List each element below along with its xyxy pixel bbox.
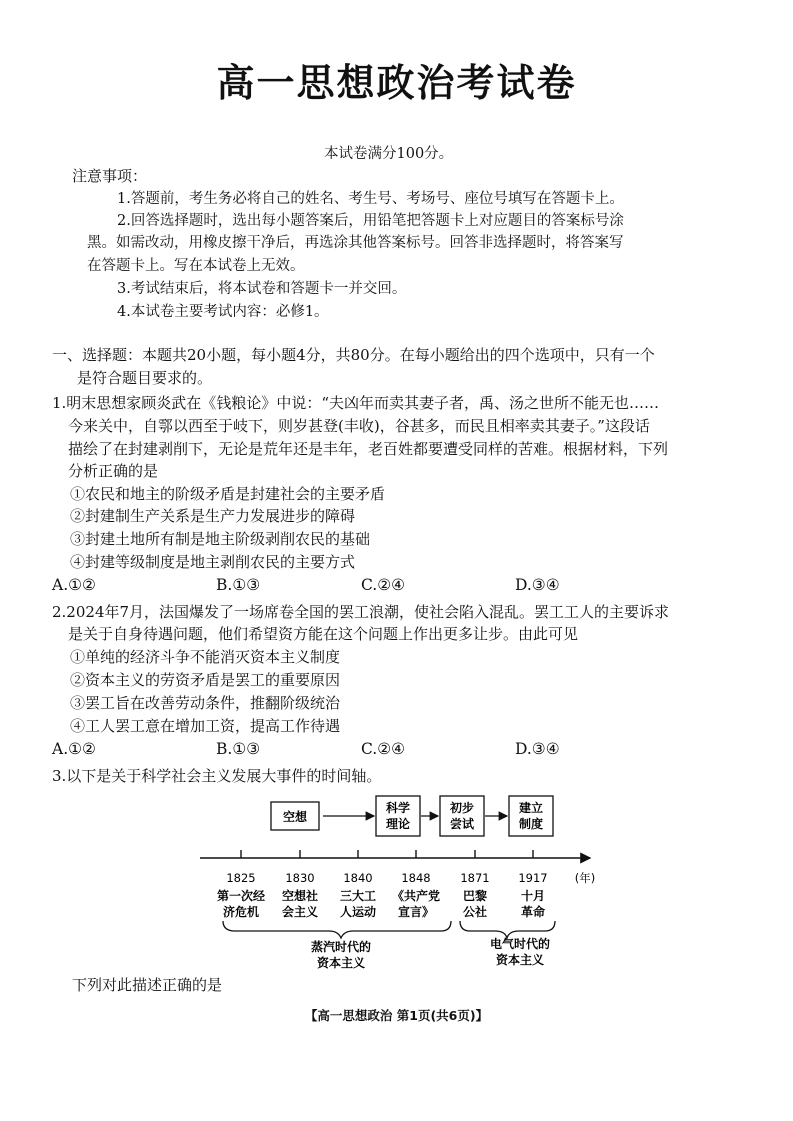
page-title: 高一思想政治考试卷 [216, 61, 577, 105]
event-label: 空想社 [281, 889, 319, 903]
year-label: 1871 [460, 871, 490, 885]
q3-stem: 3.以下是关于科学社会主义发展大事件的时间轴。 [52, 767, 382, 785]
q2-stem: 是关于自身待遇问题，他们希望资方能在这个问题上作出更多让步。由此可见 [68, 625, 579, 643]
era-label-electric: 电气时代的 [489, 937, 551, 951]
event-label: 会主义 [281, 905, 319, 919]
q1-stem: 今来关中，自鄠以西至于岐下，则岁甚登(丰收)，谷甚多，而民且相率卖其妻子。”这段话 [68, 417, 650, 435]
box-establish-system-label: 制度 [518, 817, 544, 831]
full-score-note: 本试卷满分100分。 [324, 146, 454, 162]
era-label-steam: 蒸汽时代的 [310, 940, 372, 954]
q2-statement: ②资本主义的劳资矛盾是罢工的重要原因 [70, 671, 341, 689]
section-heading-cont: 是符合题目要求的。 [77, 369, 213, 387]
box-scientific-theory-label: 科学 [385, 801, 411, 815]
q1-statement: ①农民和地主的阶级矛盾是封建社会的主要矛盾 [70, 485, 386, 503]
q1-option-b: B.①③ [216, 576, 261, 594]
notice-item: 1.答题前，考生务必将自己的姓名、考生号、考场号、座位号填写在答题卡上。 [117, 191, 624, 207]
era-brace-electric [460, 921, 555, 938]
q1-option-c: C.②④ [361, 576, 406, 594]
year-label: 1848 [401, 871, 431, 885]
q1-statement: ④封建等级制度是地主剥削农民的主要方式 [70, 553, 356, 571]
event-label: 公社 [462, 905, 488, 919]
notice-item: 黑。如需改动，用橡皮擦干净后，再选涂其他答案标号。回答非选择题时，将答案写 [87, 235, 624, 251]
event-label: 革命 [520, 905, 546, 919]
q1-option-d: D.③④ [515, 576, 560, 594]
box-initial-attempt-label: 尝试 [449, 817, 475, 831]
event-label: 十月 [520, 889, 546, 903]
notice-item: 3.考试结束后，将本试卷和答题卡一并交回。 [117, 281, 407, 297]
timeline-diagram [195, 788, 605, 973]
box-scientific-theory-label: 理论 [385, 817, 411, 831]
q2-option-d: D.③④ [515, 740, 560, 758]
era-label-electric: 资本主义 [495, 953, 545, 967]
q2-option-c: C.②④ [361, 740, 406, 758]
event-label: 第一次经 [216, 889, 266, 903]
q2-statement: ③罢工旨在改善劳动条件，推翻阶级统治 [70, 694, 341, 712]
event-label: 济危机 [222, 905, 260, 919]
box-utopia-label: 空想 [282, 810, 308, 824]
event-label: 三大工 [339, 889, 377, 903]
q2-statement: ④工人罢工意在增加工资，提高工作待遇 [70, 717, 341, 735]
q1-stem: 分析正确的是 [68, 462, 159, 480]
era-brace-steam [223, 921, 451, 938]
event-label: 巴黎 [462, 889, 488, 903]
q2-stem: 2.2024年7月，法国爆发了一场席卷全国的罢工浪潮，使社会陷入混乱。罢工工人的主要诉求 [52, 603, 670, 621]
box-initial-attempt-label: 初步 [449, 801, 475, 815]
event-label: 宣言》 [397, 905, 435, 919]
q1-stem: 描绘了在封建剥削下，无论是荒年还是丰年，老百姓都要遭受同样的苦难。根据材料，下列 [68, 440, 669, 458]
q1-statement: ③封建土地所有制是地主阶级剥削农民的基础 [70, 530, 371, 548]
year-label: 1840 [343, 871, 373, 885]
notice-item: 4.本试卷主要考试内容：必修1。 [117, 304, 329, 320]
event-label: 人运动 [339, 905, 377, 919]
era-label-steam: 资本主义 [316, 956, 366, 970]
year-unit: (年) [574, 871, 596, 885]
year-label: 1830 [285, 871, 315, 885]
notice-item: 在答题卡上。写在本试卷上无效。 [87, 258, 305, 274]
q1-stem: 1.明末思想家顾炎武在《钱粮论》中说：“夫凶年而卖其妻子者，禹、汤之世所不能无也…… [52, 394, 659, 412]
q1-statement: ②封建制生产关系是生产力发展进步的障碍 [70, 507, 356, 525]
year-label: 1825 [226, 871, 256, 885]
notice-item: 2.回答选择题时，选出每小题答案后，用铅笔把答题卡上对应题目的答案标号涂 [117, 213, 624, 229]
page-footer: 【高一思想政治 第1页(共6页)】 [304, 1008, 489, 1023]
q3-question: 下列对此描述正确的是 [72, 976, 223, 994]
box-establish-system-label: 建立 [518, 801, 544, 815]
event-label: 《共产党 [391, 889, 441, 903]
year-label: 1917 [518, 871, 548, 885]
q2-statement: ①单纯的经济斗争不能消灭资本主义制度 [70, 648, 341, 666]
section-heading: 一、选择题：本题共20小题，每小题4分，共80分。在每小题给出的四个选项中，只有一个 [52, 346, 655, 364]
q2-option-b: B.①③ [216, 740, 261, 758]
q1-option-a: A.①② [52, 576, 96, 594]
notice-heading: 注意事项： [72, 167, 148, 185]
q2-option-a: A.①② [52, 740, 96, 758]
